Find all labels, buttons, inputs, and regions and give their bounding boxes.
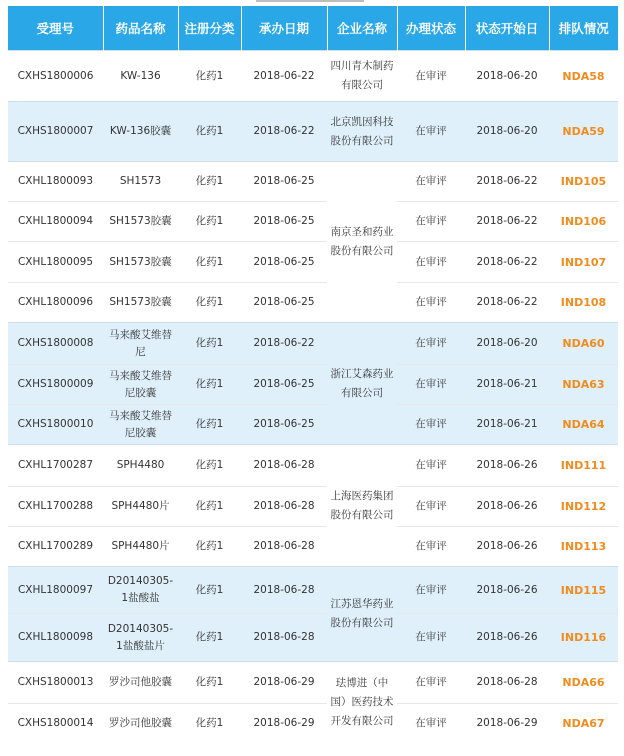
status-cell: 在审评 xyxy=(397,614,465,662)
category-cell: 化药1 xyxy=(178,102,241,162)
status-cell: 在审评 xyxy=(397,445,465,487)
table-row xyxy=(8,614,618,662)
status-cell: 在审评 xyxy=(397,323,465,365)
company-cell: 四川青木制药有限公司 xyxy=(327,51,397,102)
drug-name-cell: SH1573 xyxy=(103,162,178,202)
accept-date-cell: 2018-06-28 xyxy=(241,527,327,567)
status-start-cell: 2018-06-20 xyxy=(465,102,549,162)
status-cell: 在审评 xyxy=(397,704,465,744)
drug-name-cell: SPH4480片 xyxy=(103,527,178,567)
queue-cell: IND116 xyxy=(549,614,618,662)
status-cell: 在审评 xyxy=(397,662,465,704)
queue-cell: NDA67 xyxy=(549,704,618,744)
drug-name-cell: D20140305-1盐酸盐片 xyxy=(103,614,178,662)
status-start-cell: 2018-06-26 xyxy=(465,445,549,487)
top-divider xyxy=(0,0,624,4)
drug-name-cell: KW-136 xyxy=(103,51,178,102)
queue-cell: IND106 xyxy=(549,202,618,242)
drug-name-cell: 马来酸艾维替尼胶囊 xyxy=(103,365,178,405)
accept-no-cell: CXHL1800097 xyxy=(8,567,103,614)
queue-cell: IND115 xyxy=(549,567,618,614)
queue-cell: NDA64 xyxy=(549,405,618,445)
status-start-cell: 2018-06-22 xyxy=(465,162,549,202)
header-drug-name: 药品名称 xyxy=(103,6,178,51)
status-cell: 在审评 xyxy=(397,487,465,527)
category-cell: 化药1 xyxy=(178,567,241,614)
table-row xyxy=(8,323,618,365)
accept-date-cell: 2018-06-28 xyxy=(241,614,327,662)
header-status-start: 状态开始日 xyxy=(465,6,549,51)
status-start-cell: 2018-06-21 xyxy=(465,405,549,445)
status-cell: 在审评 xyxy=(397,242,465,283)
accept-no-cell: CXHL1800096 xyxy=(8,283,103,323)
accept-date-cell: 2018-06-22 xyxy=(241,51,327,102)
accept-no-cell: CXHS1800008 xyxy=(8,323,103,365)
queue-cell: IND105 xyxy=(549,162,618,202)
drug-name-cell: SPH4480 xyxy=(103,445,178,487)
accept-date-cell: 2018-06-25 xyxy=(241,405,327,445)
company-cell: 浙江艾森药业有限公司 xyxy=(327,323,397,445)
top-divider-mark xyxy=(256,0,364,2)
status-start-cell: 2018-06-20 xyxy=(465,51,549,102)
drug-name-cell: 马来酸艾维替尼胶囊 xyxy=(103,405,178,445)
category-cell: 化药1 xyxy=(178,704,241,744)
status-start-cell: 2018-06-20 xyxy=(465,323,549,365)
table-row xyxy=(8,102,618,162)
status-start-cell: 2018-06-28 xyxy=(465,662,549,704)
table-row xyxy=(8,283,618,323)
queue-cell: NDA60 xyxy=(549,323,618,365)
company-cell: 江苏恩华药业股份有限公司 xyxy=(327,567,397,662)
header-status: 办理状态 xyxy=(397,6,465,51)
table-row xyxy=(8,162,618,202)
category-cell: 化药1 xyxy=(178,445,241,487)
drug-name-cell: SH1573胶囊 xyxy=(103,283,178,323)
company-cell: 上海医药集团股份有限公司 xyxy=(327,445,397,567)
category-cell: 化药1 xyxy=(178,283,241,323)
accept-no-cell: CXHL1800093 xyxy=(8,162,103,202)
status-start-cell: 2018-06-22 xyxy=(465,202,549,242)
accept-date-cell: 2018-06-25 xyxy=(241,162,327,202)
accept-date-cell: 2018-06-28 xyxy=(241,445,327,487)
accept-date-cell: 2018-06-29 xyxy=(241,662,327,704)
accept-no-cell: CXHL1800098 xyxy=(8,614,103,662)
table-row xyxy=(8,445,618,487)
queue-cell: NDA59 xyxy=(549,102,618,162)
status-cell: 在审评 xyxy=(397,162,465,202)
queue-cell: NDA63 xyxy=(549,365,618,405)
table-row xyxy=(8,202,618,242)
accept-date-cell: 2018-06-29 xyxy=(241,704,327,744)
header-queue: 排队情况 xyxy=(549,6,618,51)
category-cell: 化药1 xyxy=(178,162,241,202)
category-cell: 化药1 xyxy=(178,242,241,283)
queue-cell: IND111 xyxy=(549,445,618,487)
accept-date-cell: 2018-06-22 xyxy=(241,323,327,365)
queue-cell: NDA58 xyxy=(549,51,618,102)
drug-review-table xyxy=(8,6,618,744)
header-accept-date: 承办日期 xyxy=(241,6,327,51)
status-start-cell: 2018-06-26 xyxy=(465,614,549,662)
status-cell: 在审评 xyxy=(397,365,465,405)
accept-no-cell: CXHL1700288 xyxy=(8,487,103,527)
header-accept-no: 受理号 xyxy=(8,6,103,51)
table-row xyxy=(8,487,618,527)
category-cell: 化药1 xyxy=(178,405,241,445)
accept-no-cell: CXHS1800010 xyxy=(8,405,103,445)
category-cell: 化药1 xyxy=(178,365,241,405)
queue-cell: IND113 xyxy=(549,527,618,567)
category-cell: 化药1 xyxy=(178,51,241,102)
accept-no-cell: CXHS1800007 xyxy=(8,102,103,162)
accept-no-cell: CXHS1800013 xyxy=(8,662,103,704)
category-cell: 化药1 xyxy=(178,323,241,365)
table-row xyxy=(8,405,618,445)
drug-name-cell: KW-136胶囊 xyxy=(103,102,178,162)
queue-cell: NDA66 xyxy=(549,662,618,704)
accept-date-cell: 2018-06-28 xyxy=(241,487,327,527)
drug-name-cell: 罗沙司他胶囊 xyxy=(103,704,178,744)
drug-name-cell: 罗沙司他胶囊 xyxy=(103,662,178,704)
category-cell: 化药1 xyxy=(178,202,241,242)
accept-date-cell: 2018-06-22 xyxy=(241,102,327,162)
status-start-cell: 2018-06-22 xyxy=(465,242,549,283)
table-row xyxy=(8,51,618,102)
table-row xyxy=(8,365,618,405)
drug-name-cell: SH1573胶囊 xyxy=(103,242,178,283)
status-cell: 在审评 xyxy=(397,405,465,445)
category-cell: 化药1 xyxy=(178,487,241,527)
table-header-row xyxy=(8,6,618,51)
table-row xyxy=(8,242,618,283)
status-start-cell: 2018-06-26 xyxy=(465,487,549,527)
company-cell: 珐博进（中国）医药技术开发有限公司 xyxy=(327,662,397,744)
drug-name-cell: 马来酸艾维替尼 xyxy=(103,323,178,365)
queue-cell: IND107 xyxy=(549,242,618,283)
queue-cell: IND112 xyxy=(549,487,618,527)
company-cell: 南京圣和药业股份有限公司 xyxy=(327,162,397,323)
drug-name-cell: D20140305-1盐酸盐 xyxy=(103,567,178,614)
accept-no-cell: CXHS1800009 xyxy=(8,365,103,405)
status-start-cell: 2018-06-21 xyxy=(465,365,549,405)
table-row xyxy=(8,662,618,704)
accept-date-cell: 2018-06-28 xyxy=(241,567,327,614)
table-row xyxy=(8,704,618,744)
table-row xyxy=(8,527,618,567)
status-start-cell: 2018-06-22 xyxy=(465,283,549,323)
category-cell: 化药1 xyxy=(178,662,241,704)
status-start-cell: 2018-06-29 xyxy=(465,704,549,744)
status-cell: 在审评 xyxy=(397,51,465,102)
accept-date-cell: 2018-06-25 xyxy=(241,242,327,283)
company-cell: 北京凯因科技股份有限公司 xyxy=(327,102,397,162)
queue-cell: IND108 xyxy=(549,283,618,323)
accept-date-cell: 2018-06-25 xyxy=(241,202,327,242)
header-company: 企业名称 xyxy=(327,6,397,51)
table-row xyxy=(8,567,618,614)
accept-no-cell: CXHS1800006 xyxy=(8,51,103,102)
accept-no-cell: CXHL1700289 xyxy=(8,527,103,567)
accept-no-cell: CXHL1700287 xyxy=(8,445,103,487)
header-category: 注册分类 xyxy=(178,6,241,51)
accept-no-cell: CXHL1800095 xyxy=(8,242,103,283)
accept-no-cell: CXHL1800094 xyxy=(8,202,103,242)
table-body xyxy=(8,51,618,744)
status-cell: 在审评 xyxy=(397,283,465,323)
status-cell: 在审评 xyxy=(397,567,465,614)
drug-name-cell: SPH4480片 xyxy=(103,487,178,527)
status-start-cell: 2018-06-26 xyxy=(465,527,549,567)
accept-no-cell: CXHS1800014 xyxy=(8,704,103,744)
accept-date-cell: 2018-06-25 xyxy=(241,283,327,323)
status-start-cell: 2018-06-26 xyxy=(465,567,549,614)
status-cell: 在审评 xyxy=(397,202,465,242)
drug-name-cell: SH1573胶囊 xyxy=(103,202,178,242)
category-cell: 化药1 xyxy=(178,614,241,662)
status-cell: 在审评 xyxy=(397,527,465,567)
category-cell: 化药1 xyxy=(178,527,241,567)
accept-date-cell: 2018-06-25 xyxy=(241,365,327,405)
status-cell: 在审评 xyxy=(397,102,465,162)
